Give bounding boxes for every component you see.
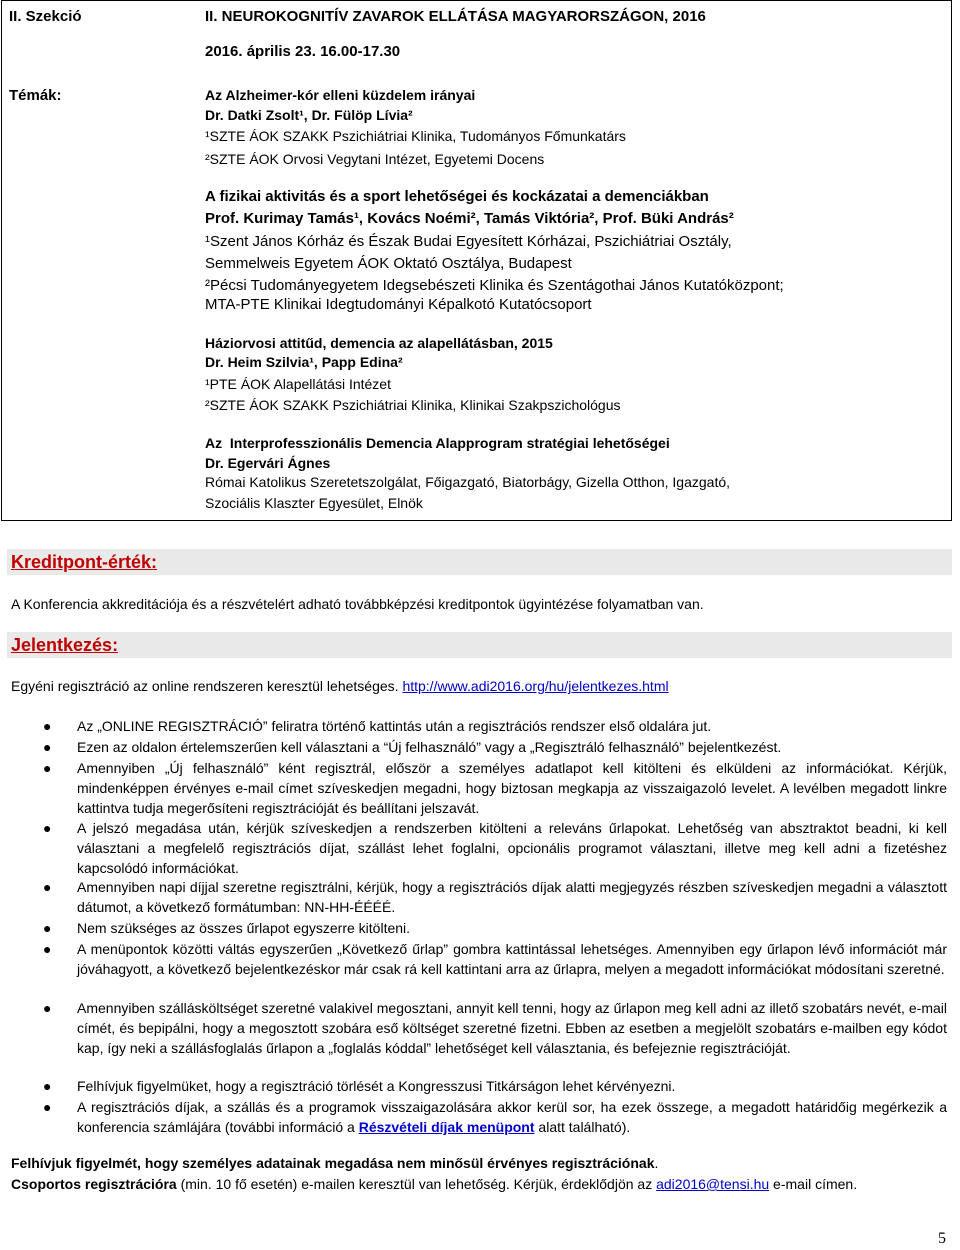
bullet-marker: ● [43,1078,52,1094]
talk-affiliation: ²SZTE ÁOK Orvosi Vegytani Intézet, Egyetemi Docens [205,151,545,167]
jelentkezes-header-bar [7,632,952,658]
bullet-marker: ● [43,941,52,957]
session-datetime: 2016. április 23. 16.00-17.30 [205,43,401,60]
kredit-heading: Kreditpont-érték: [11,552,158,572]
bullet-marker: ● [43,1099,52,1115]
group-text: (min. 10 fő esetén) e-mailen keresztül van lehetőség. Kérjük, érdeklődjön az [176,1176,657,1192]
talk-authors: Dr. Heim Szilvia¹, Papp Edina² [205,354,403,370]
fees-menu-link[interactable]: Részvételi díjak menüpont [358,1119,535,1135]
talk-authors: Dr. Egervári Ágnes [205,455,331,471]
registration-intro [11,678,669,694]
last-bullet-prefix: A regisztrációs díjak, a szállás és a programok visszaigazolására akkor kerül sor, ha ezek összege, a megadott határidőig megérkezik a konferencia számlájára (további információ a [77,1099,947,1135]
session-title: II. NEUROKOGNITÍV ZAVAROK ELLÁTÁSA MAGYARORSZÁGON, 2016 [205,8,706,25]
list-item: Nem szükséges az összes űrlapot egyszerre kitölteni. [77,920,411,936]
list-item: A menüpontok közötti váltás egyszerűen „Következő űrlap” gombra kattintással lehetséges. Amennyiben egy űrlapon lévő információt már jóváhagyott, a következő bejelentkezéskor már csak rá kell kattintani arra az űrlapra, melyen a megadott információkat módosítani szeretné. [77,941,947,977]
talk-affiliation: MTA-PTE Klinikai Idegtudományi Képalkotó Kutatócsoport [205,296,592,313]
talk-affiliation: ¹SZTE ÁOK SZAKK Pszichiátriai Klinika, Tudományos Főmunkatárs [205,128,626,144]
talk-affiliation: Szociális Klaszter Egyesület, Elnök [205,495,423,511]
list-item: Ezen az oldalon értelemszerűen kell választani a “Új felhasználó” vagy a „Regisztráló felhasználó” bejelentkezést. [77,739,782,755]
bullet-marker: ● [43,718,52,734]
bullet-marker: ● [43,739,52,755]
bullet-marker: ● [43,760,52,776]
group-end: e-mail címen. [769,1176,858,1192]
kredit-text: A Konferencia akkreditációja és a részvételért adható továbbképzési kreditpontok ügyintézése folyamatban van. [11,596,704,612]
list-item: Az „ONLINE REGISZTRÁCIÓ” feliratra történő kattintás után a regisztrációs rendszer első oldalára jut. [77,718,712,734]
bullet-marker: ● [43,879,52,895]
list-item: Felhívjuk figyelmüket, hogy a regisztráció törlését a Kongresszusi Titkárságon lehet kérvényezni. [77,1078,676,1094]
topics-label: Témák: [9,87,62,104]
group-email-link[interactable]: adi2016@tensi.hu [656,1176,770,1192]
list-item: Amennyiben szállásköltséget szeretné valakivel megosztani, annyit kell tenni, hogy az űrlapon meg kell adni az illető szobatárs nevét, e-mail címét, és bepipálni, hogy a megosztott szobára eső költséget szeretné fizetni. Ebben az esetben a megjelölt szobatárs e-mailben egy kódot kap, így neki a szállásfoglalás űrlapon a „foglalás kóddal” lehetőséget kell választania, és befejeznie regisztrációját. [77,1000,947,1056]
list-item-last [77,1097,947,1137]
talk-affiliation: ¹Szent János Kórház és Észak Budai Egyesített Kórházai, Pszichiátriai Osztály, [205,233,732,250]
talk-authors: Prof. Kurimay Tamás¹, Kovács Noémi², Tamás Viktória², Prof. Büki András² [205,210,734,227]
list-item: Amennyiben „Új felhasználó” ként regisztrál, először a személyes adatlapot kell kitölteni és elküldeni az információkat. Kérjük, mindenképpen érvényes e-mail címet szíveskedjen megadni, hogy biztosan megkapja az visszaigazoló levelet. A levélben megadott linkre kattintva tudja megerősíteni regisztrációját és beállítani jelszavát. [77,760,947,816]
last-bullet-suffix: alatt található). [534,1119,631,1135]
talk-affiliation: Semmelweis Egyetem ÁOK Oktató Osztálya, Budapest [205,255,572,272]
list-item: Amennyiben napi díjjal szeretne regisztrálni, kérjük, hogy a regisztrációs díjak alatti megjegyzés részben szíveskedjen megadni a választott dátumot, a következő formátumban: NN-HH-ÉÉÉÉ. [77,879,947,915]
talk-title: Az Alzheimer-kór elleni küzdelem irányai [205,87,476,103]
group-registration [11,1174,946,1194]
talk-title: Háziorvosi attitűd, demencia az alapellátásban, 2015 [205,335,553,351]
talk-affiliation: ²Pécsi Tudományegyetem Idegsebészeti Klinika és Szentágothai János Kutatóközpont; [205,277,784,294]
jelentkezes-heading: Jelentkezés: [11,635,119,655]
bullet-marker: ● [43,820,52,836]
list-item: A jelszó megadása után, kérjük szíveskedjen a rendszerben kitölteni a releváns űrlapokat. Lehetőség van absztraktot beadni, ki kell választani a megfelelő regisztrációs díjat, szállást lehet foglalni, opcionális programot választani, illetve meg kell adni a fizetéshez kapcsolódó információkat. [77,820,947,876]
registration-link[interactable]: http://www.adi2016.org/hu/jelentkezes.html [402,678,669,694]
talk-affiliation: ²SZTE ÁOK SZAKK Pszichiátriai Klinika, Klinikai Szakpszichológus [205,397,621,413]
bullet-marker: ● [43,1000,52,1016]
page-number: 5 [938,1230,946,1247]
notice-bold: Felhívjuk figyelmét, hogy személyes adatainak megadása nem minősül érvényes regisztrációnak [11,1155,655,1171]
notice-line [11,1155,658,1171]
group-bold: Csoportos regisztrációra [11,1176,177,1192]
talk-affiliation: ¹PTE ÁOK Alapellátási Intézet [205,376,391,392]
talk-authors: Dr. Datki Zsolt¹, Dr. Fülöp Lívia² [205,107,413,123]
talk-title: A fizikai aktivitás és a sport lehetőségei és kockázatai a demenciákban [205,188,709,205]
talk-title: Az Interprofesszionális Demencia Alapprogram stratégiai lehetőségei [205,435,670,451]
registration-intro-text: Egyéni regisztráció az online rendszeren keresztül lehetséges. [11,678,403,694]
bullet-marker: ● [43,920,52,936]
session-label: II. Szekció [9,8,82,25]
notice-end: . [654,1155,659,1171]
talk-affiliation: Római Katolikus Szeretetszolgálat, Főigazgató, Biatorbágy, Gizella Otthon, Igazgató, [205,474,731,490]
